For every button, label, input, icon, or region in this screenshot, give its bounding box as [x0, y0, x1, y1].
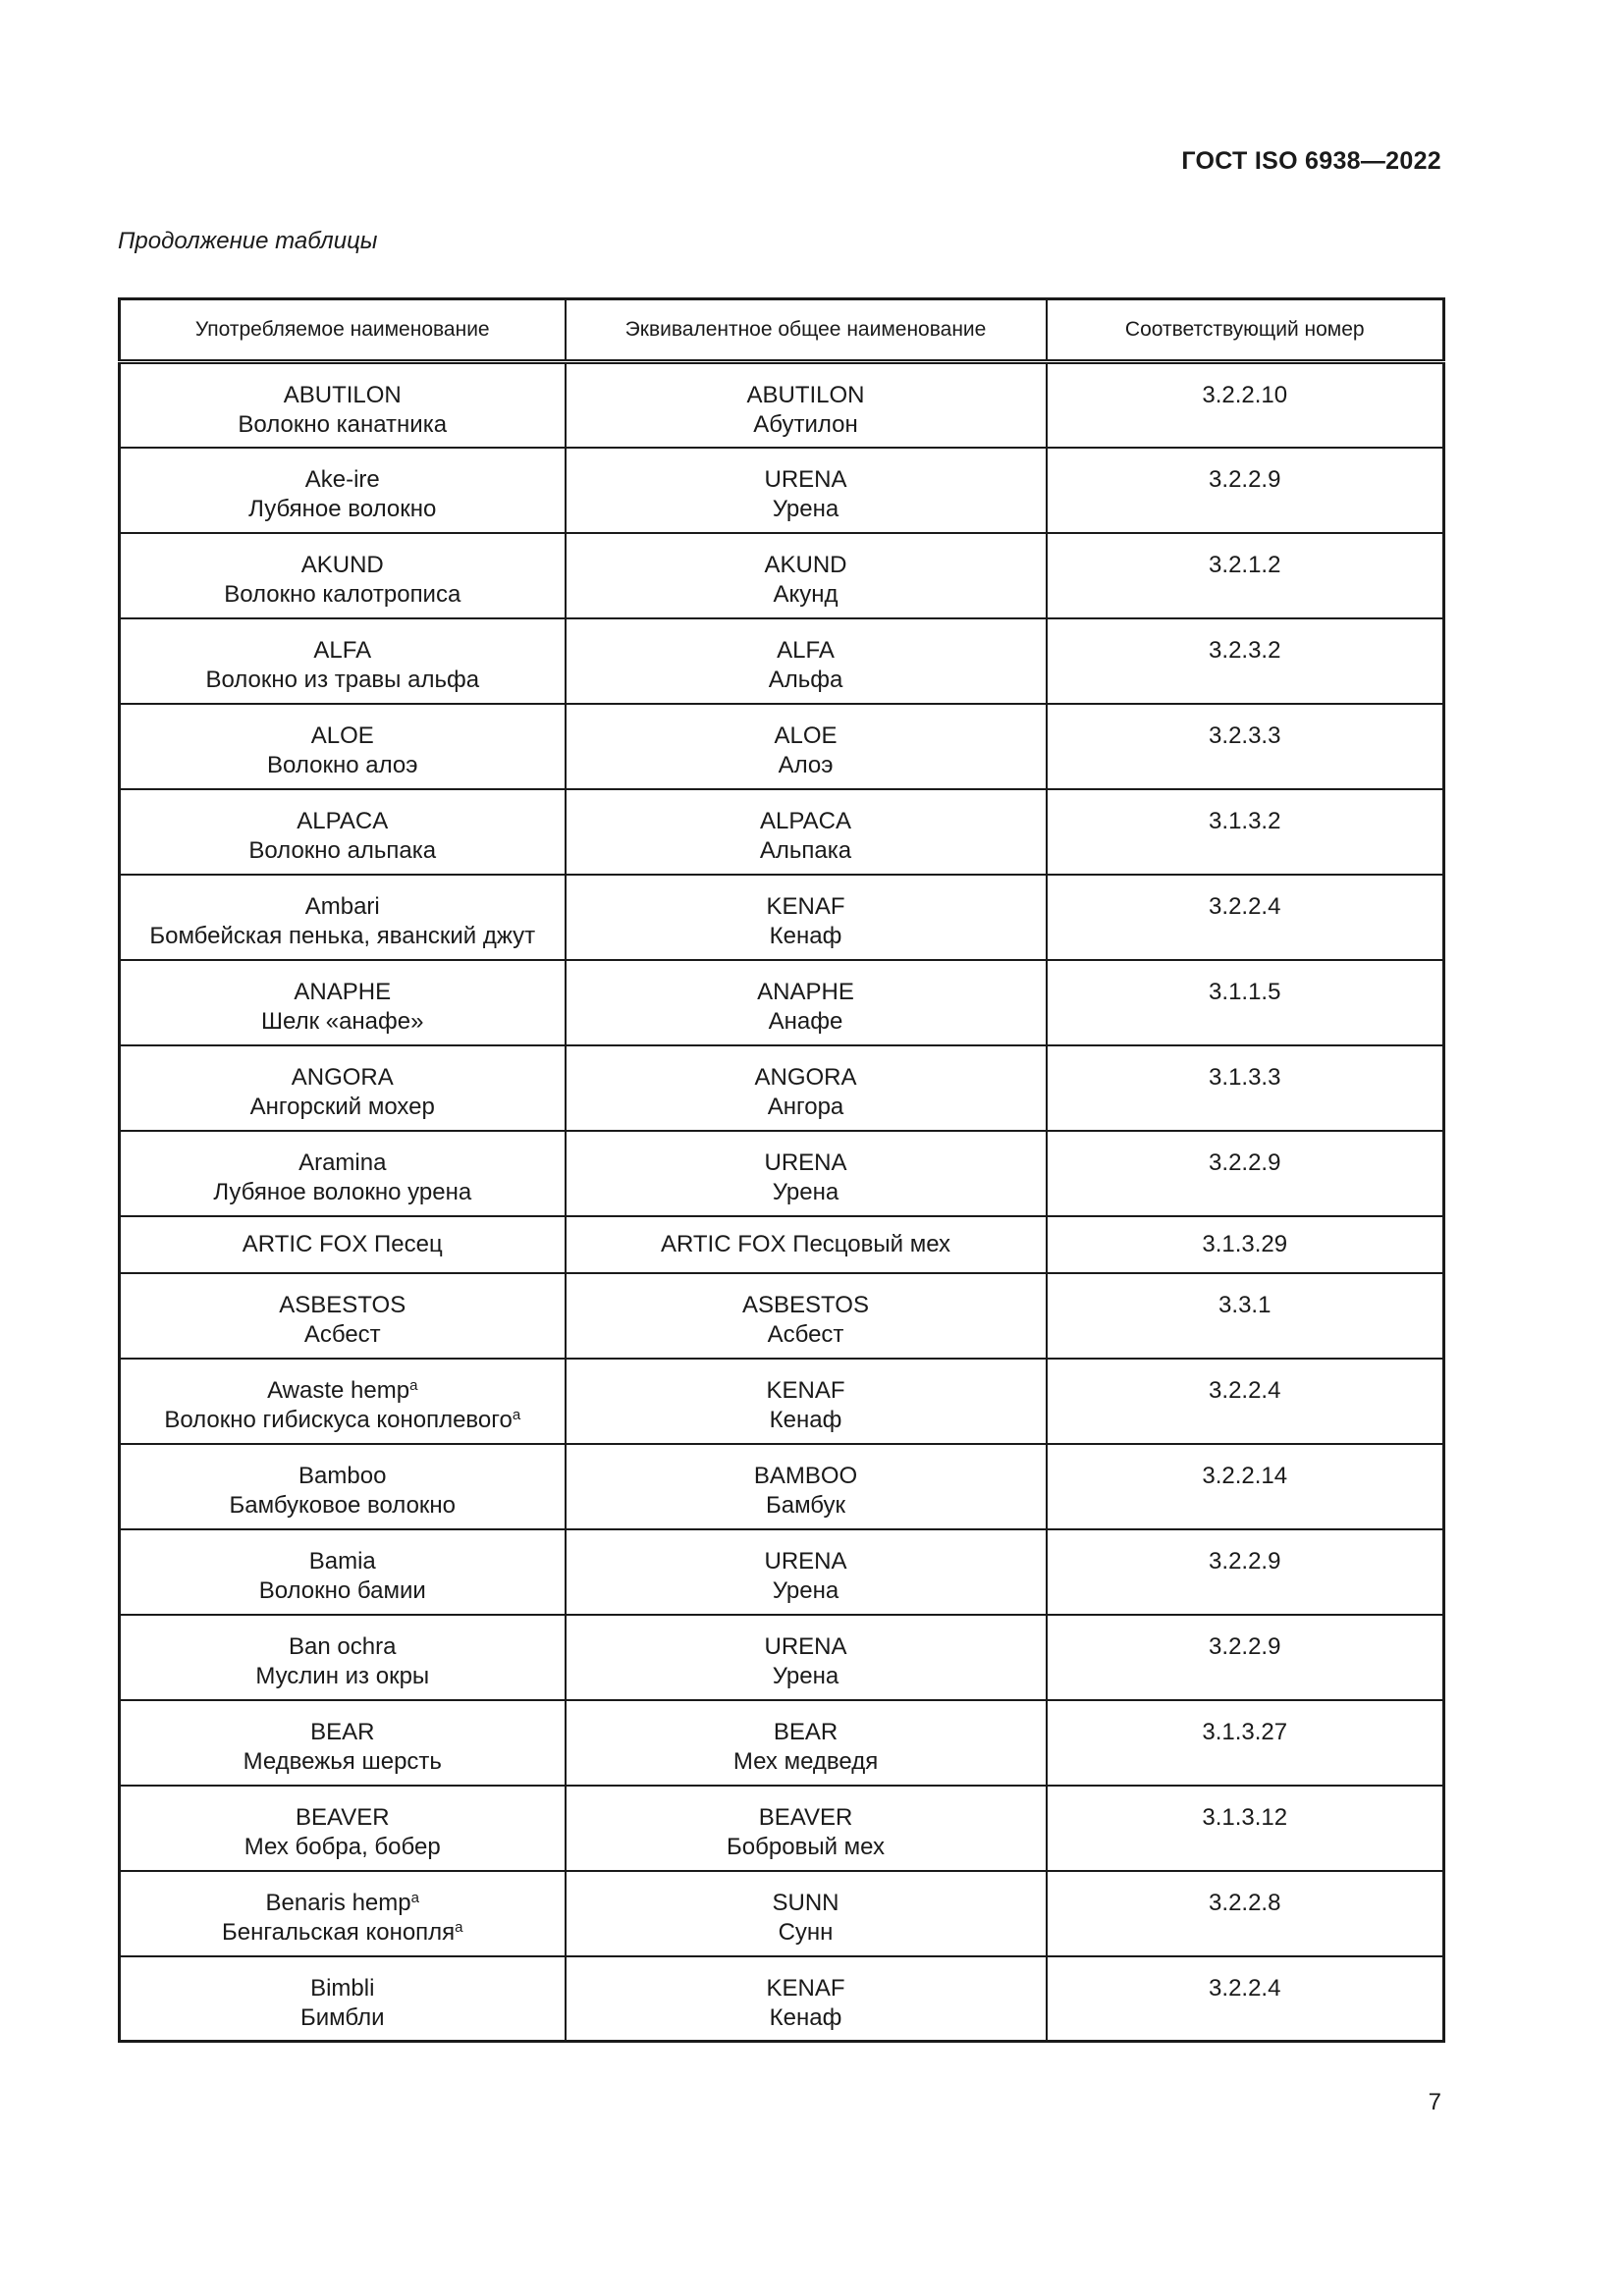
cell-text: ABUTILON — [746, 382, 865, 408]
cell-line — [127, 1803, 559, 1833]
cell-line — [127, 922, 559, 951]
cell-used-name — [120, 1359, 566, 1444]
cell-text: Альпака — [759, 836, 852, 864]
cell-used-name — [120, 1529, 566, 1615]
cell-equivalent-name — [566, 1045, 1047, 1131]
cell-text: ALOE — [774, 721, 838, 749]
cell-equivalent-name — [566, 1786, 1047, 1871]
footnote-marker: a — [512, 1406, 521, 1423]
table-row — [120, 618, 1444, 704]
cell-line — [127, 1576, 559, 1606]
cell-used-name — [120, 1956, 566, 2042]
cell-line — [127, 1148, 559, 1178]
cell-text: BEAR — [310, 1718, 375, 1745]
cell-text: Асбест — [303, 1320, 381, 1348]
cell-text: Awaste hemp — [267, 1376, 410, 1404]
cell-text: Ambari — [304, 892, 380, 920]
cell-number: 3.2.2.9 — [1047, 1615, 1444, 1700]
cell-text: KENAF — [766, 1376, 845, 1404]
cell-line — [127, 1918, 559, 1948]
table-row — [120, 1045, 1444, 1131]
cell-number: 3.2.2.9 — [1047, 448, 1444, 533]
cell-text: Кенаф — [769, 922, 842, 949]
cell-equivalent-name — [566, 1956, 1047, 2042]
cell-used-name — [120, 1045, 566, 1131]
cell-text: Урена — [772, 495, 839, 522]
cell-used-name — [120, 1700, 566, 1786]
cell-number: 3.1.3.2 — [1047, 789, 1444, 875]
cell-used-name — [120, 960, 566, 1045]
cell-line — [127, 381, 559, 410]
table-row — [120, 362, 1444, 448]
cell-text: Урена — [772, 1576, 839, 1604]
cell-line — [127, 1291, 559, 1320]
cell-line — [127, 2003, 559, 2033]
cell-equivalent-name — [566, 1216, 1047, 1273]
table-row — [120, 1615, 1444, 1700]
cell-line — [127, 551, 559, 580]
cell-number: 3.2.3.3 — [1047, 704, 1444, 789]
cell-text: Бамбук — [765, 1491, 846, 1519]
cell-equivalent-name — [566, 1444, 1047, 1529]
cell-text: Волокно бамии — [258, 1576, 426, 1604]
cell-number: 3.2.2.8 — [1047, 1871, 1444, 1956]
cell-text: BEAR — [773, 1718, 839, 1745]
table-row — [120, 1273, 1444, 1359]
cell-line — [127, 1491, 559, 1521]
cell-text: ANAPHE — [294, 978, 392, 1005]
cell-text: KENAF — [766, 1974, 845, 2002]
cell-equivalent-name — [566, 448, 1047, 533]
cell-line — [127, 1833, 559, 1862]
cell-text: Медвежья шерсть — [243, 1747, 442, 1775]
cell-text: AKUND — [300, 551, 384, 578]
cell-used-name — [120, 789, 566, 875]
cell-line — [127, 892, 559, 922]
cell-text: Мех бобра, бобер — [244, 1833, 441, 1860]
cell-number: 3.1.3.29 — [1047, 1216, 1444, 1273]
continuation-label: Продолжение таблицы — [118, 228, 378, 254]
cell-text: Бимбли — [300, 2003, 385, 2031]
cell-line — [127, 1320, 559, 1350]
column-header-equivalent-name: Эквивалентное общее наименование — [566, 299, 1047, 362]
cell-number: 3.1.3.3 — [1047, 1045, 1444, 1131]
cell-text: Лубяное волокно — [248, 495, 437, 522]
footnote-marker: a — [410, 1889, 419, 1906]
cell-line — [127, 1974, 559, 2003]
cell-text: Волокно гибискуса коноплевого — [164, 1406, 513, 1433]
table-row — [120, 1956, 1444, 2042]
cell-text: Сунн — [778, 1918, 834, 1946]
cell-text: ARTIC FOX Песец — [242, 1230, 443, 1257]
cell-text: Асбест — [767, 1320, 844, 1348]
cell-used-name — [120, 875, 566, 960]
cell-equivalent-name — [566, 1359, 1047, 1444]
table-row — [120, 1871, 1444, 1956]
cell-text: Волокно алоэ — [267, 751, 418, 778]
cell-text: Урена — [772, 1178, 839, 1205]
cell-text: Волокно калотрописа — [224, 580, 461, 608]
cell-used-name — [120, 1273, 566, 1359]
cell-text: ALOE — [310, 721, 374, 749]
cell-line — [127, 1376, 559, 1406]
cell-equivalent-name — [566, 960, 1047, 1045]
cell-equivalent-name — [566, 1615, 1047, 1700]
cell-line — [127, 580, 559, 610]
cell-text: ABUTILON — [283, 382, 402, 408]
cell-number: 3.1.3.12 — [1047, 1786, 1444, 1871]
cell-text: ANAPHE — [757, 978, 854, 1005]
cell-number: 3.2.1.2 — [1047, 533, 1444, 618]
table-body — [120, 362, 1444, 2042]
cell-used-name — [120, 1444, 566, 1529]
cell-text: SUNN — [772, 1889, 839, 1916]
cell-text: ANGORA — [754, 1063, 857, 1091]
cell-number: 3.3.1 — [1047, 1273, 1444, 1359]
footnote-marker: a — [455, 1918, 463, 1936]
cell-text: Мех медведя — [732, 1747, 879, 1775]
table-row — [120, 789, 1444, 875]
cell-number: 3.2.2.4 — [1047, 1359, 1444, 1444]
cell-text: Бенгальская конопля — [221, 1918, 456, 1946]
cell-text: BEAVER — [758, 1803, 853, 1831]
cell-text: Кенаф — [769, 1406, 842, 1433]
cell-line — [127, 1178, 559, 1207]
cell-used-name — [120, 704, 566, 789]
cell-line — [127, 465, 559, 495]
cell-used-name — [120, 362, 566, 448]
cell-text: Ban ochra — [289, 1632, 397, 1660]
cell-text: Муслин из окры — [255, 1662, 430, 1689]
cell-text: Волокно альпака — [248, 836, 437, 864]
cell-line — [127, 1063, 559, 1093]
table-row — [120, 1700, 1444, 1786]
cell-line — [127, 836, 559, 866]
cell-used-name — [120, 618, 566, 704]
cell-number: 3.2.2.4 — [1047, 875, 1444, 960]
cell-line — [127, 978, 559, 1007]
cell-used-name — [120, 1615, 566, 1700]
cell-number: 3.2.2.10 — [1047, 362, 1444, 448]
table-row — [120, 1131, 1444, 1216]
cell-number: 3.1.3.27 — [1047, 1700, 1444, 1786]
page-number: 7 — [1428, 2089, 1441, 2115]
cell-number: 3.2.2.9 — [1047, 1131, 1444, 1216]
cell-line — [127, 1632, 559, 1662]
cell-text: Алоэ — [778, 751, 834, 778]
cell-text: Урена — [772, 1662, 839, 1689]
cell-text: ALPACA — [760, 807, 851, 834]
cell-number: 3.1.1.5 — [1047, 960, 1444, 1045]
cell-used-name — [120, 1871, 566, 1956]
cell-text: Волокно канатника — [238, 411, 448, 438]
footnote-marker: a — [409, 1376, 418, 1394]
cell-text: URENA — [764, 1547, 847, 1575]
cell-text: Бамбуковое волокно — [229, 1491, 457, 1519]
table-row — [120, 1786, 1444, 1871]
cell-equivalent-name — [566, 362, 1047, 448]
cell-used-name — [120, 1131, 566, 1216]
cell-text: ALPACA — [297, 807, 389, 834]
cell-line — [127, 721, 559, 751]
cell-text: Акунд — [773, 580, 839, 608]
cell-line — [127, 1462, 559, 1491]
table-row — [120, 1216, 1444, 1273]
cell-text: ALFA — [313, 636, 372, 664]
table-row — [120, 704, 1444, 789]
table-header-row — [120, 299, 1444, 362]
table-row — [120, 533, 1444, 618]
cell-text: Benaris hemp — [265, 1889, 411, 1916]
cell-line — [127, 1662, 559, 1691]
column-header-number: Соответствующий номер — [1047, 299, 1444, 362]
table-row — [120, 1529, 1444, 1615]
cell-text: Ангора — [767, 1093, 844, 1120]
cell-text: Абутилон — [753, 411, 858, 438]
cell-text: Bamboo — [298, 1462, 387, 1489]
cell-line — [127, 1747, 559, 1777]
cell-equivalent-name — [566, 704, 1047, 789]
cell-text: ASBESTOS — [279, 1291, 406, 1318]
cell-line — [127, 1230, 559, 1259]
cell-line — [127, 1007, 559, 1037]
table-row — [120, 875, 1444, 960]
cell-text: ARTIC FOX Песцовый мех — [660, 1230, 951, 1257]
document-code: ГОСТ ISO 6938—2022 — [1181, 147, 1441, 175]
cell-equivalent-name — [566, 1131, 1047, 1216]
cell-text: BEAVER — [295, 1803, 390, 1831]
cell-text: KENAF — [766, 892, 845, 920]
cell-text: Волокно из травы альфа — [205, 666, 480, 693]
cell-text: Ake-ire — [304, 465, 380, 493]
cell-line — [127, 410, 559, 440]
fiber-names-table — [118, 297, 1445, 2043]
cell-line — [127, 751, 559, 780]
cell-line — [127, 495, 559, 524]
cell-line — [127, 1093, 559, 1122]
cell-number: 3.2.2.14 — [1047, 1444, 1444, 1529]
cell-equivalent-name — [566, 1700, 1047, 1786]
cell-number: 3.2.2.4 — [1047, 1956, 1444, 2042]
cell-equivalent-name — [566, 1273, 1047, 1359]
cell-text: Лубяное волокно урена — [213, 1178, 472, 1205]
cell-equivalent-name — [566, 533, 1047, 618]
cell-text: URENA — [764, 1148, 847, 1176]
cell-equivalent-name — [566, 1529, 1047, 1615]
cell-text: Bimbli — [310, 1974, 375, 2002]
cell-text: Бомбейская пенька, яванский джут — [149, 922, 536, 949]
cell-line — [127, 1889, 559, 1918]
cell-text: Бобровый мех — [727, 1833, 885, 1860]
cell-equivalent-name — [566, 875, 1047, 960]
cell-text: ALFA — [777, 636, 835, 664]
fiber-names-table-container — [118, 297, 1442, 2043]
cell-text: Aramina — [298, 1148, 387, 1176]
cell-used-name — [120, 533, 566, 618]
cell-text: AKUND — [764, 551, 847, 578]
cell-line — [127, 807, 559, 836]
cell-text: Ангорский мохер — [249, 1093, 435, 1120]
cell-text: ANGORA — [291, 1063, 394, 1091]
cell-number: 3.2.2.9 — [1047, 1529, 1444, 1615]
cell-line — [127, 666, 559, 695]
cell-used-name — [120, 1786, 566, 1871]
table-row — [120, 1359, 1444, 1444]
cell-text: BAMBOO — [753, 1462, 858, 1489]
cell-used-name — [120, 448, 566, 533]
cell-equivalent-name — [566, 1871, 1047, 1956]
cell-text: Bamia — [308, 1547, 376, 1575]
cell-equivalent-name — [566, 789, 1047, 875]
cell-number: 3.2.3.2 — [1047, 618, 1444, 704]
table-row — [120, 1444, 1444, 1529]
cell-line — [127, 636, 559, 666]
cell-line — [127, 1547, 559, 1576]
cell-text: ASBESTOS — [742, 1291, 869, 1318]
cell-equivalent-name — [566, 618, 1047, 704]
cell-text: Альфа — [768, 666, 843, 693]
cell-used-name — [120, 1216, 566, 1273]
cell-line — [127, 1406, 559, 1435]
cell-text: Анафе — [768, 1007, 843, 1035]
cell-text: Кенаф — [769, 2003, 842, 2031]
cell-text: Шелк «анафе» — [261, 1007, 424, 1035]
table-row — [120, 448, 1444, 533]
cell-text: URENA — [764, 465, 847, 493]
cell-text: URENA — [764, 1632, 847, 1660]
column-header-used-name: Употребляемое наименование — [120, 299, 566, 362]
cell-line — [127, 1718, 559, 1747]
table-row — [120, 960, 1444, 1045]
